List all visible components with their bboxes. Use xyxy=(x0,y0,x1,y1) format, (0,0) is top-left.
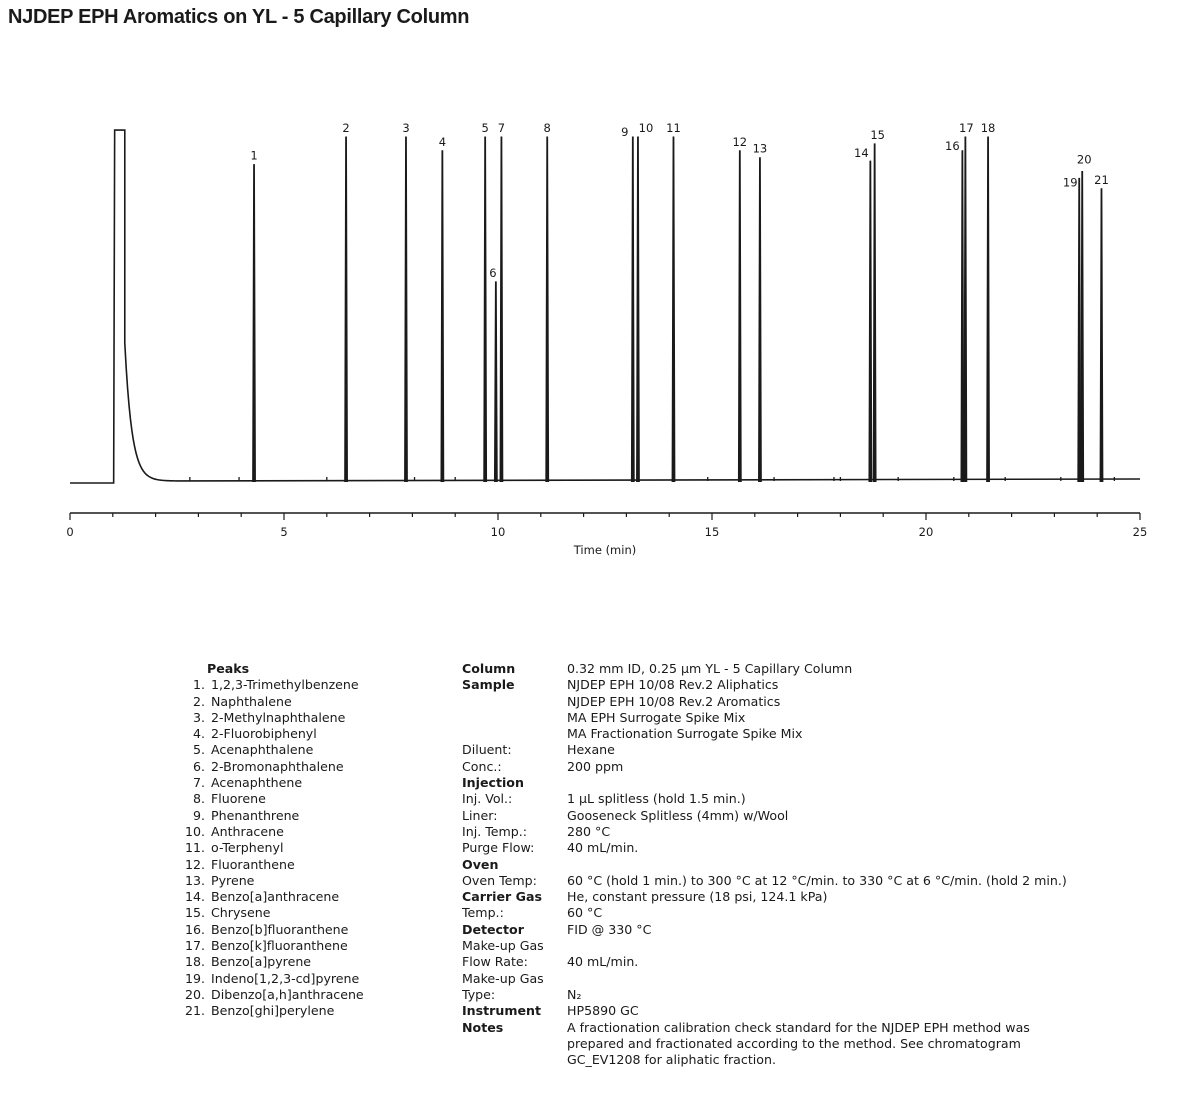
x-axis xyxy=(66,513,1147,557)
peak-6 xyxy=(494,282,497,482)
condition-value xyxy=(567,987,1162,1003)
peak-8 xyxy=(546,137,549,482)
condition-label: Type: xyxy=(462,986,496,1002)
peak-label-18: 18 xyxy=(980,121,996,135)
peak-list-item xyxy=(172,791,422,807)
peak-list-item xyxy=(172,677,422,693)
condition-label: Flow Rate: xyxy=(462,954,528,970)
condition-label: Inj. Temp.: xyxy=(462,823,528,839)
condition-row xyxy=(462,840,1162,856)
condition-label: Instrument xyxy=(462,1003,541,1019)
condition-label: Notes xyxy=(462,1019,504,1035)
condition-value-line: MA EPH Surrogate Spike Mix xyxy=(567,709,746,725)
peak-number: 7. xyxy=(192,775,205,791)
peak-number: 13. xyxy=(184,872,205,888)
peak-number: 1. xyxy=(192,677,205,693)
condition-value-line: 0.32 mm ID, 0.25 µm YL - 5 Capillary Column xyxy=(567,661,853,676)
peak-list-item xyxy=(172,954,422,970)
x-tick-label: 15 xyxy=(704,525,720,539)
peak-7 xyxy=(500,137,503,482)
peak-label-14: 14 xyxy=(854,146,869,161)
condition-value xyxy=(567,971,1162,987)
peak-list-item xyxy=(172,840,422,856)
peak-compound-name: Benzo[k]fluoranthene xyxy=(207,938,348,954)
peak-compound-name: o-Terphenyl xyxy=(207,840,284,856)
peak-list-item xyxy=(172,824,422,840)
peak-compound-name: Benzo[a]anthracene xyxy=(207,889,340,905)
condition-row xyxy=(462,775,1162,791)
peak-list-item xyxy=(172,726,422,742)
peak-list-item xyxy=(172,694,422,710)
peak-list-item xyxy=(172,987,422,1003)
peak-compound-name: Anthracene xyxy=(207,823,284,839)
condition-row xyxy=(462,759,1162,775)
peak-compound-name: Acenaphthalene xyxy=(207,742,314,758)
peak-5 xyxy=(484,137,487,482)
peak-label-10: 10 xyxy=(638,121,654,135)
condition-value xyxy=(567,857,1162,873)
peak-label-1: 1 xyxy=(250,148,258,163)
peak-label-20: 20 xyxy=(1076,152,1092,167)
condition-value xyxy=(567,889,1162,905)
peak-compound-name: 1,2,3-Trimethylbenzene xyxy=(207,677,359,693)
condition-value xyxy=(567,873,1162,889)
condition-value-line: MA Fractionation Surrogate Spike Mix xyxy=(567,726,803,742)
condition-value-line: Hexane xyxy=(567,742,615,758)
peak-number: 15. xyxy=(184,905,205,921)
peak-label-4: 4 xyxy=(438,134,447,149)
peak-label-13: 13 xyxy=(752,141,768,156)
condition-value-line: 60 °C (hold 1 min.) to 300 °C at 12 °C/min. to 330 °C at 6 °C/min. (hold 2 min.) xyxy=(567,872,1067,888)
peak-19 xyxy=(1078,178,1081,482)
peak-compound-name: 2-Bromonaphthalene xyxy=(207,758,344,774)
condition-row xyxy=(462,791,1162,807)
condition-row xyxy=(462,938,1162,954)
peak-4 xyxy=(441,151,444,482)
peak-number: 8. xyxy=(192,791,205,807)
peak-label-12: 12 xyxy=(732,134,748,149)
condition-label: Purge Flow: xyxy=(462,840,535,856)
peak-list-item xyxy=(172,857,422,873)
peak-number: 11. xyxy=(184,840,205,856)
condition-value-line: A fractionation calibration check standard for the NJDEP EPH method was prepared and fractionated according to the method. See chromatogram GC_EV1208 for aliphatic fraction. xyxy=(567,1019,1030,1068)
peak-20 xyxy=(1081,172,1084,483)
peak-number: 17. xyxy=(184,938,205,954)
condition-label: Liner: xyxy=(462,807,498,823)
peak-13 xyxy=(759,158,762,482)
peak-compound-name: 2-Fluorobiphenyl xyxy=(207,726,317,742)
peak-label-8: 8 xyxy=(543,121,551,135)
peak-16 xyxy=(961,151,964,482)
condition-row xyxy=(462,1003,1162,1019)
peak-number: 18. xyxy=(184,954,205,970)
chart-title: NJDEP EPH Aromatics on YL - 5 Capillary Column xyxy=(8,6,470,28)
condition-label: Detector xyxy=(462,921,524,937)
peak-list-item xyxy=(172,742,422,758)
peak-number: 3. xyxy=(192,709,205,725)
condition-value xyxy=(567,954,1162,970)
condition-label: Sample xyxy=(462,677,515,693)
peak-10 xyxy=(637,137,640,482)
peak-17 xyxy=(964,137,967,482)
condition-label: Inj. Vol.: xyxy=(462,791,513,807)
peak-21 xyxy=(1100,189,1103,482)
peak-label-16: 16 xyxy=(945,138,960,153)
condition-row xyxy=(462,857,1162,873)
peak-compound-name: Fluorene xyxy=(207,791,266,807)
condition-row xyxy=(462,905,1162,921)
peak-compound-name: Pyrene xyxy=(207,872,255,888)
condition-label: Injection xyxy=(462,775,524,791)
condition-value-line: 40 mL/min. xyxy=(567,840,639,856)
condition-value xyxy=(567,791,1162,807)
condition-row xyxy=(462,954,1162,970)
peak-number: 9. xyxy=(192,807,205,823)
peak-compound-name: 2-Methylnaphthalene xyxy=(207,709,346,725)
peak-number: 5. xyxy=(192,742,205,758)
condition-value-line: 200 ppm xyxy=(567,758,624,774)
conditions-table xyxy=(462,661,1162,1068)
peak-number: 14. xyxy=(184,889,205,905)
condition-value-line: 40 mL/min. xyxy=(567,954,639,970)
peaks-list xyxy=(172,677,422,1019)
condition-value-line: NJDEP EPH 10/08 Rev.2 Aliphatics xyxy=(567,677,779,693)
peak-label-15: 15 xyxy=(870,127,885,142)
condition-label: Oven Temp: xyxy=(462,872,537,888)
condition-value xyxy=(567,938,1162,954)
peak-number: 12. xyxy=(184,856,205,872)
peak-14 xyxy=(869,161,872,482)
condition-row xyxy=(462,922,1162,938)
peak-9 xyxy=(631,137,634,482)
condition-label: Column xyxy=(462,661,516,676)
condition-value-line: HP5890 GC xyxy=(567,1003,639,1019)
condition-label: Diluent: xyxy=(462,742,512,758)
condition-label: Make-up Gas xyxy=(462,970,544,986)
peak-label-2: 2 xyxy=(342,121,350,135)
peak-1 xyxy=(253,165,256,482)
peaks-heading: Peaks xyxy=(207,661,250,676)
condition-row xyxy=(462,742,1162,758)
condition-value-line: Gooseneck Splitless (4mm) w/Wool xyxy=(567,807,789,823)
condition-value xyxy=(567,759,1162,775)
peak-compound-name: Benzo[ghi]perylene xyxy=(207,1003,335,1019)
peak-list-item xyxy=(172,938,422,954)
peak-compound-name: Phenanthrene xyxy=(207,807,300,823)
peak-compound-name: Fluoranthene xyxy=(207,856,295,872)
condition-value-line: N₂ xyxy=(567,986,582,1002)
x-tick-label: 0 xyxy=(66,525,74,539)
condition-value-line: He, constant pressure (18 psi, 124.1 kPa) xyxy=(567,889,828,905)
peak-number: 6. xyxy=(192,758,205,774)
peak-label-3: 3 xyxy=(402,121,410,135)
condition-row xyxy=(462,889,1162,905)
condition-row xyxy=(462,1020,1162,1069)
condition-value xyxy=(567,677,1162,742)
peak-label-7: 7 xyxy=(497,121,506,135)
peaks-legend xyxy=(172,661,422,1020)
peak-label-5: 5 xyxy=(481,121,489,135)
condition-row xyxy=(462,824,1162,840)
peak-compound-name: Indeno[1,2,3-cd]pyrene xyxy=(207,970,360,986)
peak-list-item xyxy=(172,905,422,921)
condition-label: Make-up Gas xyxy=(462,938,544,954)
peak-2 xyxy=(345,137,348,482)
x-tick-label: 25 xyxy=(1132,525,1148,539)
peak-label-21: 21 xyxy=(1094,172,1109,187)
peak-compound-name: Benzo[b]fluoranthene xyxy=(207,921,349,937)
peak-list-item xyxy=(172,971,422,987)
peak-list-item xyxy=(172,922,422,938)
peak-list-item xyxy=(172,1003,422,1019)
peak-label-6: 6 xyxy=(489,265,497,280)
peak-number: 10. xyxy=(184,823,205,839)
peak-list-item xyxy=(172,808,422,824)
x-tick-label: 20 xyxy=(918,525,934,539)
condition-value xyxy=(567,775,1162,791)
condition-value-line: 280 °C xyxy=(567,823,611,839)
condition-value xyxy=(567,1020,1047,1069)
peak-compound-name: Chrysene xyxy=(207,905,271,921)
peak-list-item xyxy=(172,759,422,775)
x-axis-label: Time (min) xyxy=(573,543,637,557)
peak-12 xyxy=(738,151,741,482)
peak-number: 4. xyxy=(192,726,205,742)
peak-list-item xyxy=(172,889,422,905)
peak-list-item xyxy=(172,710,422,726)
condition-value xyxy=(567,1003,1162,1019)
condition-value xyxy=(567,840,1162,856)
condition-value-line: NJDEP EPH 10/08 Rev.2 Aromatics xyxy=(567,693,781,709)
condition-label: Temp.: xyxy=(462,905,504,921)
condition-row xyxy=(462,971,1162,987)
condition-value xyxy=(567,905,1162,921)
peak-label-19: 19 xyxy=(1062,175,1078,190)
x-tick-label: 10 xyxy=(490,525,506,539)
peak-compound-name: Naphthalene xyxy=(207,693,292,709)
condition-value xyxy=(567,824,1162,840)
condition-row xyxy=(462,661,1162,677)
peak-label-17: 17 xyxy=(959,121,974,135)
peak-label-11: 11 xyxy=(666,121,681,135)
peak-11 xyxy=(672,137,675,482)
peak-3 xyxy=(405,137,408,482)
condition-label: Oven xyxy=(462,856,499,872)
peak-list-item xyxy=(172,775,422,791)
x-tick-label: 5 xyxy=(280,525,288,539)
condition-row xyxy=(462,808,1162,824)
condition-label: Carrier Gas xyxy=(462,889,542,905)
condition-value xyxy=(567,922,1162,938)
peak-number: 16. xyxy=(184,921,205,937)
peak-number: 19. xyxy=(184,970,205,986)
peak-compound-name: Dibenzo[a,h]anthracene xyxy=(207,986,364,1002)
peak-number: 21. xyxy=(184,1003,205,1019)
peak-labels xyxy=(250,121,1108,280)
condition-row xyxy=(462,677,1162,742)
peak-number: 20. xyxy=(184,986,205,1002)
peak-compound-name: Acenaphthene xyxy=(207,775,303,791)
condition-label: Conc.: xyxy=(462,758,502,774)
condition-value-line: FID @ 330 °C xyxy=(567,921,652,937)
peak-compound-name: Benzo[a]pyrene xyxy=(207,954,312,970)
peak-15 xyxy=(873,144,876,482)
peak-18 xyxy=(987,137,990,482)
condition-value-line: 60 °C xyxy=(567,905,603,921)
peak-label-9: 9 xyxy=(621,125,629,139)
condition-value-line: 1 µL splitless (hold 1.5 min.) xyxy=(567,791,746,807)
peak-list-item xyxy=(172,873,422,889)
condition-row xyxy=(462,873,1162,889)
peak-number: 2. xyxy=(192,693,205,709)
condition-value xyxy=(567,742,1162,758)
condition-row xyxy=(462,987,1162,1003)
condition-value xyxy=(567,808,1162,824)
condition-value xyxy=(567,661,1162,677)
